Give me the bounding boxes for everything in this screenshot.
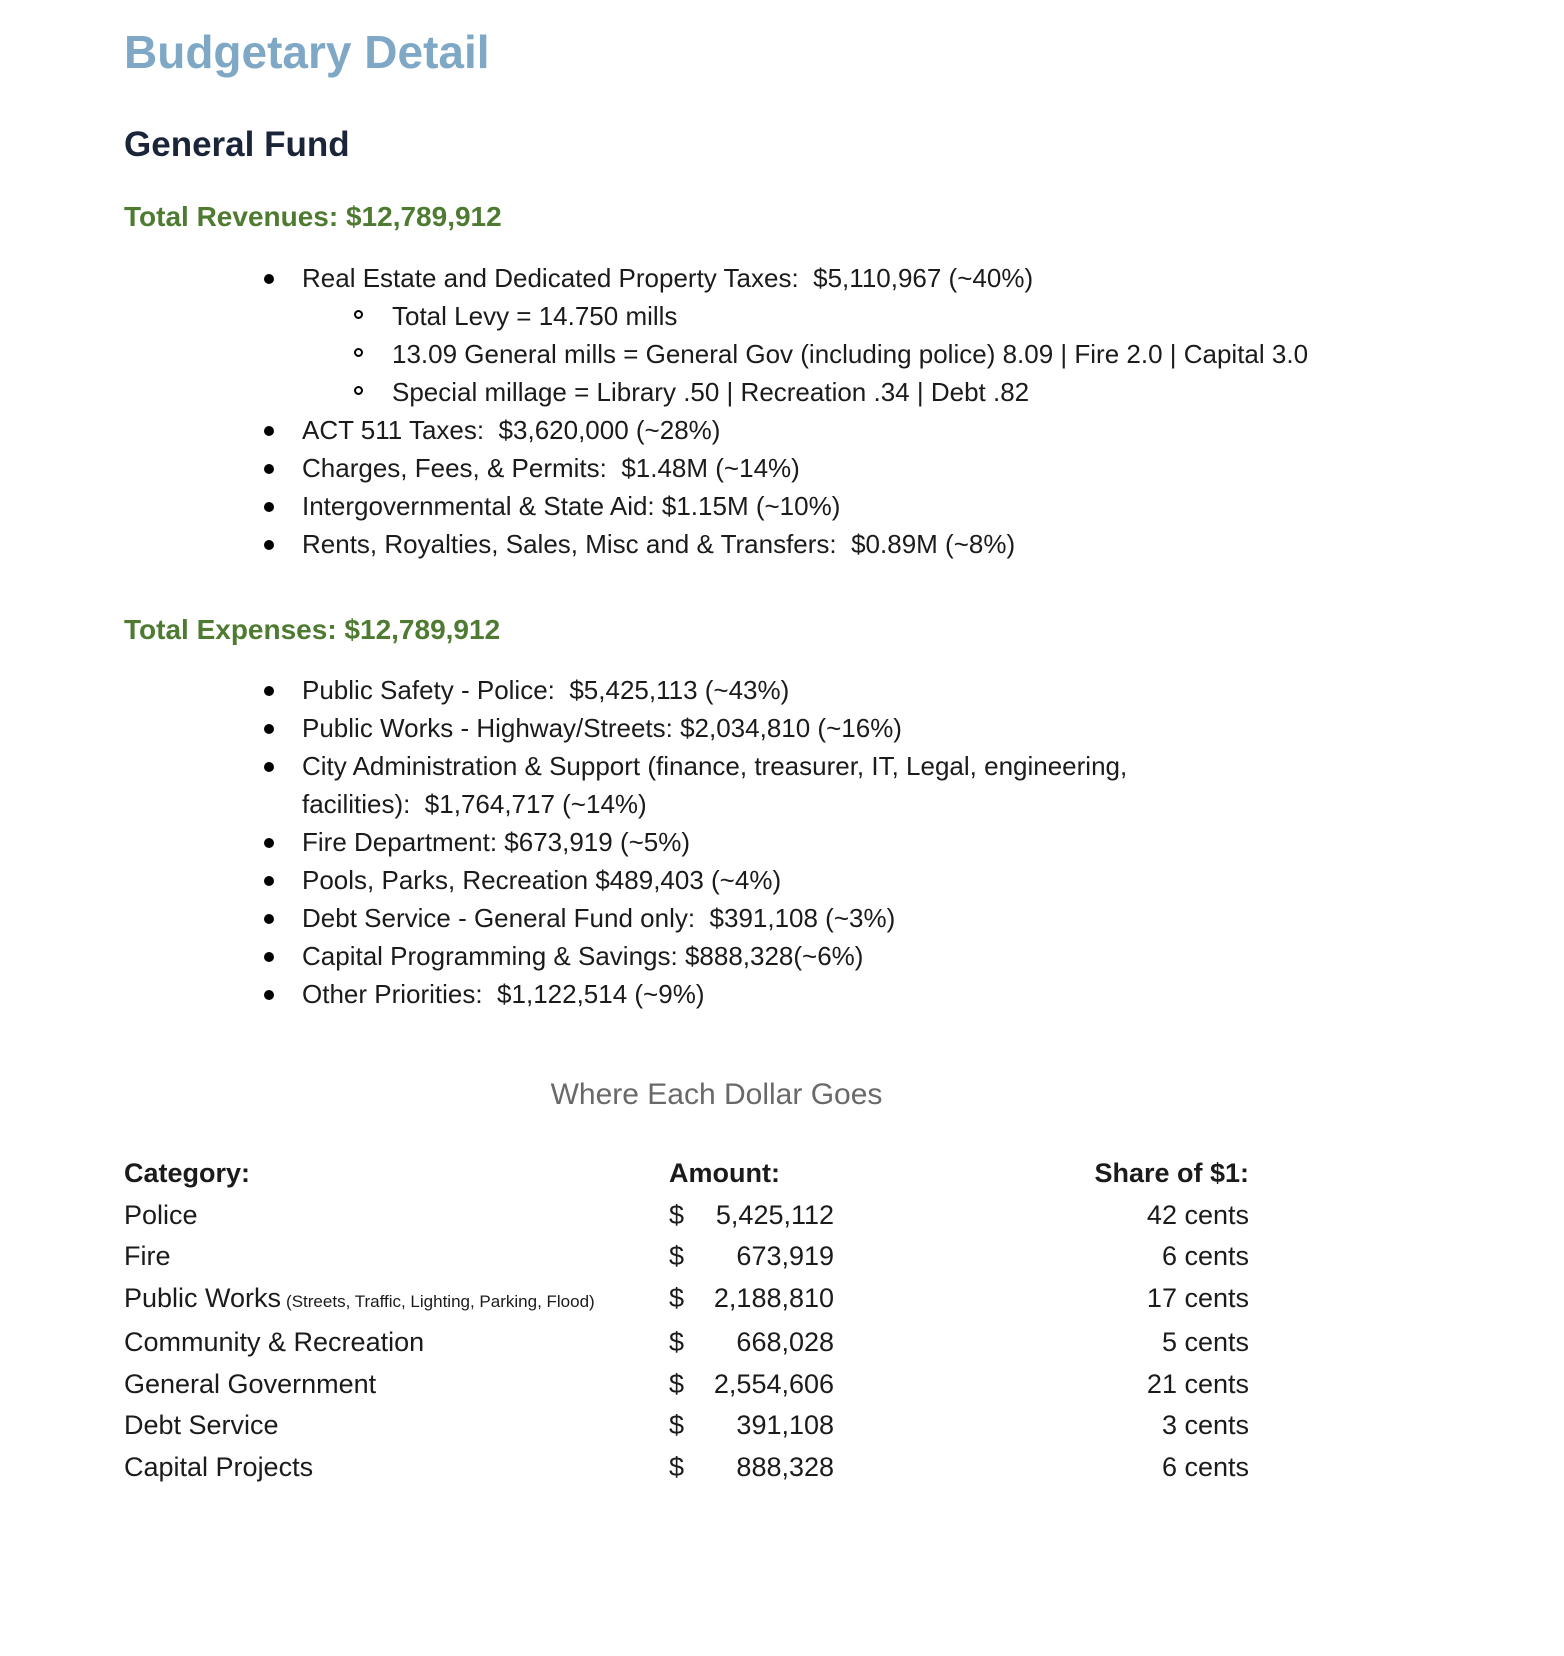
sub-list-item [124, 297, 1504, 335]
category-label: Public Works [124, 1282, 282, 1313]
list-item [124, 709, 1504, 747]
amount-value: 391,108 [736, 1410, 835, 1441]
share-cell: 42 cents [1146, 1199, 1249, 1230]
list-item [124, 671, 1504, 709]
share-cell: 3 cents [1161, 1410, 1249, 1441]
amount-cell [669, 1405, 1007, 1447]
bullet-icon [264, 838, 274, 848]
category-label: Debt Service [124, 1410, 279, 1441]
category-label: Police [124, 1199, 198, 1230]
bullet-icon [264, 502, 274, 512]
list-item [124, 525, 1504, 563]
bullet-icon [264, 274, 274, 284]
amount-cell [669, 1447, 1007, 1489]
sub-list-item-text: Special millage = Library .50 | Recreation .34 | Debt .82 [392, 376, 1030, 407]
currency-symbol: $ [669, 1327, 685, 1358]
list-item-text: ACT 511 Taxes: $3,620,000 (~28%) [302, 414, 721, 445]
list-item [124, 899, 1504, 937]
sub-bullet-icon [354, 310, 363, 319]
list-item-text: Public Safety - Police: $5,425,113 (~43%) [302, 675, 790, 706]
amount-value: 2,554,606 [713, 1368, 835, 1399]
list-item-text: Capital Programming & Savings: $888,328(~6%) [302, 941, 864, 972]
currency-symbol: $ [669, 1282, 685, 1313]
category-label: Fire [124, 1241, 171, 1272]
list-item [124, 937, 1504, 975]
table-row [124, 1236, 1504, 1278]
bullet-icon [264, 952, 274, 962]
sub-list-item [124, 373, 1504, 411]
share-cell: 17 cents [1146, 1282, 1249, 1313]
list-item [124, 823, 1504, 861]
share-cell: 6 cents [1161, 1451, 1249, 1482]
column-header-share: Share of $1: [1094, 1158, 1249, 1189]
page-title: Budgetary Detail [124, 26, 490, 78]
category-label: Community & Recreation [124, 1327, 425, 1358]
category-cell [124, 1322, 669, 1364]
bullet-icon [264, 426, 274, 436]
sub-bullet-icon [354, 348, 363, 357]
bullet-icon [264, 914, 274, 924]
currency-symbol: $ [669, 1368, 685, 1399]
table-row [124, 1364, 1504, 1406]
category-cell [124, 1195, 669, 1237]
amount-cell [669, 1236, 1007, 1278]
list-item-text: Intergovernmental & State Aid: $1.15M (~10%) [302, 490, 841, 521]
table-row [124, 1278, 1504, 1323]
category-label: Capital Projects [124, 1451, 314, 1482]
table-header-row [124, 1153, 1504, 1195]
bullet-icon [264, 686, 274, 696]
list-item [124, 449, 1504, 487]
amount-value: 888,328 [736, 1451, 835, 1482]
list-item-text: Charges, Fees, & Permits: $1.48M (~14%) [302, 452, 800, 483]
expenses-block [124, 613, 1504, 1014]
category-cell [124, 1278, 669, 1323]
currency-symbol: $ [669, 1241, 685, 1272]
column-header-amount: Amount: [669, 1158, 780, 1189]
sub-list-item [124, 335, 1504, 373]
list-item [124, 487, 1504, 525]
list-item [124, 747, 1504, 823]
table-row [124, 1322, 1504, 1364]
list-item-text: Debt Service - General Fund only: $391,108 (~3%) [302, 903, 896, 934]
list-item [124, 861, 1504, 899]
table-caption: Where Each Dollar Goes [550, 1078, 883, 1112]
expenses-heading: Total Expenses: $12,789,912 [124, 613, 501, 645]
currency-symbol: $ [669, 1410, 685, 1441]
section-heading-general-fund: General Fund [124, 124, 350, 164]
column-header-category: Category: [124, 1158, 251, 1189]
bullet-icon [264, 464, 274, 474]
list-item-text: Rents, Royalties, Sales, Misc and & Transfers: $0.89M (~8%) [302, 528, 1016, 559]
currency-symbol: $ [669, 1199, 685, 1230]
list-item [124, 259, 1504, 297]
category-cell [124, 1236, 669, 1278]
table-row [124, 1405, 1504, 1447]
amount-value: 5,425,112 [715, 1199, 835, 1230]
list-item-text: Real Estate and Dedicated Property Taxes: $5,110,967 (~40%) [302, 262, 1034, 293]
share-cell: 6 cents [1161, 1241, 1249, 1272]
revenues-heading: Total Revenues: $12,789,912 [124, 201, 502, 233]
share-cell: 21 cents [1146, 1368, 1249, 1399]
list-item-text: Other Priorities: $1,122,514 (~9%) [302, 979, 705, 1010]
amount-value: 673,919 [736, 1241, 835, 1272]
list-item-text: Fire Department: $673,919 (~5%) [302, 827, 691, 858]
table-row [124, 1447, 1504, 1489]
table-row [124, 1195, 1504, 1237]
amount-value: 668,028 [736, 1327, 835, 1358]
category-label: General Government [124, 1368, 377, 1399]
category-cell [124, 1447, 669, 1489]
expense-list [124, 671, 1504, 1013]
list-item-text: City Administration & Support (finance, treasurer, IT, Legal, engineering, facilities): $1,764,717 (~14%) [302, 751, 1135, 820]
bullet-icon [264, 724, 274, 734]
amount-cell [669, 1364, 1007, 1406]
category-cell [124, 1405, 669, 1447]
list-item [124, 975, 1504, 1013]
bullet-icon [264, 990, 274, 1000]
amount-cell [669, 1195, 1007, 1237]
bullet-icon [264, 540, 274, 550]
currency-symbol: $ [669, 1451, 685, 1482]
revenue-list [124, 259, 1504, 563]
dollar-table [124, 1153, 1504, 1488]
list-item-text: Pools, Parks, Recreation $489,403 (~4%) [302, 865, 782, 896]
list-item [124, 411, 1504, 449]
category-cell [124, 1364, 669, 1406]
bullet-icon [264, 762, 274, 772]
amount-cell [669, 1322, 1007, 1364]
sub-list-item-text: Total Levy = 14.750 mills [392, 300, 678, 331]
bullet-icon [264, 876, 274, 886]
amount-cell [669, 1278, 1007, 1320]
sub-list-item-text: 13.09 General mills = General Gov (including police) 8.09 | Fire 2.0 | Capital 3.0 [392, 338, 1309, 369]
sub-bullet-icon [354, 386, 363, 395]
amount-value: 2,188,810 [713, 1282, 835, 1313]
share-cell: 5 cents [1161, 1327, 1249, 1358]
list-item-text: Public Works - Highway/Streets: $2,034,810 (~16%) [302, 713, 902, 744]
category-note: (Streets, Traffic, Lighting, Parking, Flood) [286, 1291, 595, 1311]
